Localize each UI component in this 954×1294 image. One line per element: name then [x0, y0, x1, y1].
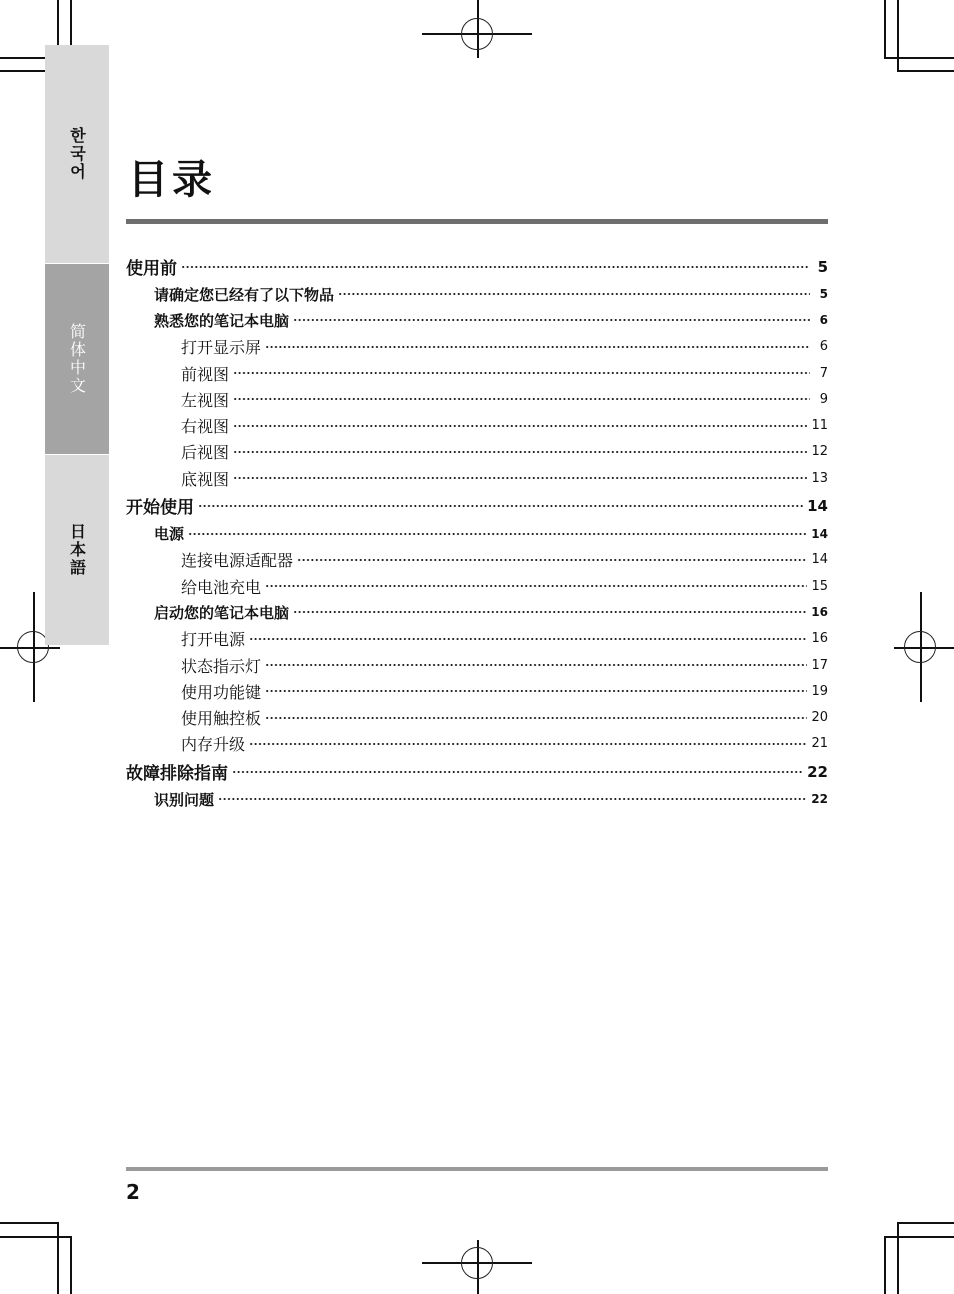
toc-dot-leader: [293, 608, 807, 616]
toc-entry-label: 请确定您已经有了以下物品: [154, 285, 335, 304]
crop-mark: [0, 1236, 70, 1238]
toc-entry-label: 电源: [154, 525, 185, 544]
toc-dot-leader: [233, 369, 810, 377]
toc-entry-page: 6: [819, 313, 828, 328]
toc-dot-leader: [265, 714, 807, 722]
title-divider: [126, 219, 828, 224]
toc-entry[interactable]: [126, 626, 828, 652]
language-tab-label: 简体中文: [67, 323, 87, 395]
toc-entry-page: 13: [811, 470, 828, 486]
toc-entry-label: 前视图: [181, 364, 230, 384]
toc-entry[interactable]: [126, 439, 828, 465]
toc-entry[interactable]: [126, 360, 828, 386]
toc-entry-label: 右视图: [181, 417, 230, 437]
toc-entry[interactable]: [126, 786, 828, 812]
crop-mark: [884, 1236, 886, 1294]
toc-entry-label: 左视图: [181, 390, 230, 410]
toc-entry-label: 识别问题: [154, 790, 215, 809]
crop-mark: [57, 1222, 59, 1294]
footer-divider: [126, 1167, 828, 1171]
toc-dot-leader: [265, 687, 807, 695]
toc-dot-leader: [249, 635, 807, 643]
toc-entry[interactable]: [126, 281, 828, 307]
toc-entry-page: 20: [811, 710, 828, 726]
toc-entry-label: 底视图: [181, 469, 230, 489]
toc-entry-page: 17: [811, 657, 828, 673]
toc-entry-label: 打开显示屏: [181, 338, 262, 358]
toc-entry[interactable]: [126, 573, 828, 599]
language-tab-simplified-chinese[interactable]: [45, 264, 109, 454]
toc-dot-leader: [249, 740, 807, 748]
toc-dot-leader: [233, 474, 807, 482]
toc-entry-page: 11: [811, 418, 828, 434]
toc-entry-page: 16: [811, 605, 828, 620]
toc-entry-label: 使用触控板: [181, 709, 262, 729]
toc-dot-leader: [198, 502, 803, 510]
toc-dot-leader: [265, 582, 807, 590]
toc-dot-leader: [232, 768, 803, 776]
toc-entry-label: 打开电源: [181, 630, 246, 650]
toc-entry[interactable]: [126, 491, 828, 520]
toc-dot-leader: [265, 661, 807, 669]
toc-entry[interactable]: [126, 307, 828, 333]
toc-entry-page: 5: [817, 257, 828, 276]
toc-entry[interactable]: [126, 520, 828, 546]
toc-entry[interactable]: [126, 652, 828, 678]
toc-entry[interactable]: [126, 704, 828, 730]
crop-mark: [897, 70, 954, 72]
toc-dot-leader: [188, 530, 807, 538]
toc-entry[interactable]: [126, 465, 828, 491]
toc-entry-page: 14: [811, 552, 828, 568]
toc-entry[interactable]: [126, 757, 828, 786]
toc-entry-label: 连接电源适配器: [181, 551, 294, 571]
table-of-contents: [126, 252, 828, 812]
toc-dot-leader: [265, 343, 810, 351]
crop-mark: [897, 1222, 954, 1224]
toc-dot-leader: [293, 316, 810, 324]
crop-mark: [884, 0, 886, 57]
toc-dot-leader: [233, 448, 807, 456]
toc-dot-leader: [181, 263, 810, 271]
page-title: 目录: [128, 157, 216, 203]
toc-entry[interactable]: [126, 252, 828, 281]
toc-entry[interactable]: [126, 334, 828, 360]
toc-dot-leader: [233, 395, 810, 403]
toc-entry[interactable]: [126, 547, 828, 573]
toc-dot-leader: [233, 422, 807, 430]
toc-entry-label: 后视图: [181, 443, 230, 463]
toc-entry-page: 15: [811, 578, 828, 594]
toc-entry[interactable]: [126, 412, 828, 438]
crop-mark: [897, 1222, 899, 1294]
toc-entry-label: 内存升级: [181, 735, 246, 755]
page-number: 2: [126, 1180, 140, 1204]
toc-entry-page: 12: [811, 444, 828, 460]
toc-entry-page: 16: [811, 631, 828, 647]
crop-mark: [884, 1236, 954, 1238]
toc-entry[interactable]: [126, 731, 828, 757]
language-tab-label: 日本語: [67, 523, 87, 577]
language-tab-label: 한국어: [67, 127, 87, 181]
toc-dot-leader: [297, 556, 807, 564]
toc-entry-label: 开始使用: [126, 498, 194, 519]
toc-entry-page: 6: [819, 339, 828, 355]
crop-mark: [0, 1222, 57, 1224]
toc-entry[interactable]: [126, 678, 828, 704]
crop-mark: [897, 0, 899, 70]
toc-entry-page: 7: [819, 365, 828, 381]
toc-entry-page: 22: [811, 792, 828, 807]
toc-entry[interactable]: [126, 599, 828, 625]
toc-dot-leader: [338, 290, 810, 298]
toc-entry-label: 使用前: [126, 259, 177, 279]
toc-entry-page: 5: [819, 287, 828, 302]
toc-entry-label: 故障排除指南: [126, 764, 228, 785]
toc-entry[interactable]: [126, 386, 828, 412]
language-tab-japanese[interactable]: [45, 455, 109, 645]
toc-entry-label: 启动您的笔记本电脑: [154, 603, 290, 622]
toc-entry-page: 19: [811, 683, 828, 699]
toc-entry-page: 14: [807, 496, 828, 515]
toc-entry-page: 22: [807, 762, 828, 781]
crop-mark: [884, 57, 954, 59]
toc-entry-page: 21: [811, 736, 828, 752]
toc-entry-label: 熟悉您的笔记本电脑: [154, 311, 290, 330]
toc-entry-label: 使用功能键: [181, 682, 262, 702]
toc-entry-label: 给电池充电: [181, 577, 262, 597]
toc-dot-leader: [218, 795, 807, 803]
language-tab-korean[interactable]: [45, 45, 109, 263]
crop-mark: [70, 1236, 72, 1294]
toc-entry-page: 9: [819, 391, 828, 407]
toc-entry-label: 状态指示灯: [181, 656, 262, 676]
toc-entry-page: 14: [811, 526, 828, 541]
